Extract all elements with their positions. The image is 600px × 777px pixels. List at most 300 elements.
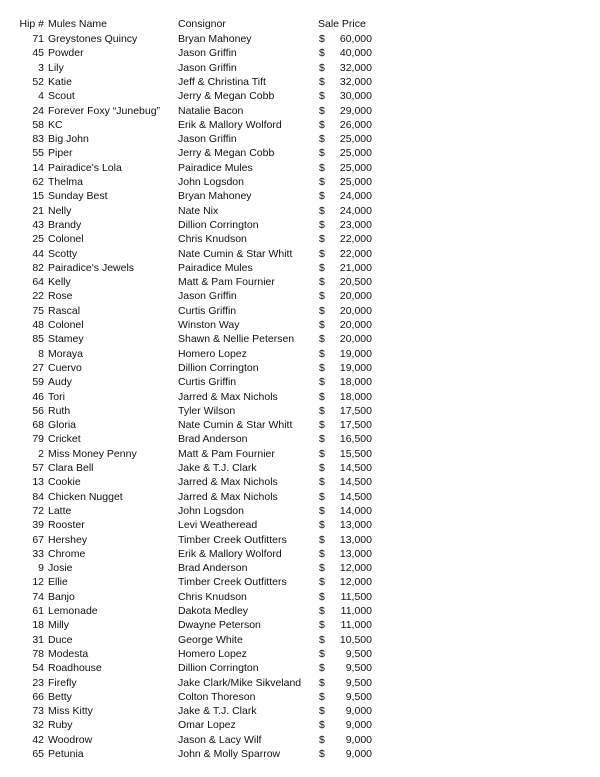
consignor-cell: Timber Creek Outfitters — [178, 533, 287, 546]
sale-price-cell: 17,500 — [339, 419, 372, 432]
table-row — [0, 304, 600, 318]
mule-name-cell: Brandy — [48, 218, 82, 231]
sale-price-cell: 13,000 — [339, 533, 372, 546]
sale-price-cell: 9,500 — [345, 690, 372, 703]
hip-cell: 45 — [32, 47, 44, 60]
sale-price-cell: 11,500 — [340, 590, 372, 603]
currency-symbol: $ — [319, 304, 325, 317]
mule-name-cell: Colonel — [48, 233, 84, 246]
table-row — [0, 690, 600, 704]
currency-symbol: $ — [319, 533, 325, 546]
consignor-cell: Omar Lopez — [178, 719, 236, 732]
sale-price-cell: 25,000 — [339, 176, 372, 188]
consignor-cell: Chris Knudson — [178, 590, 247, 603]
table-row — [0, 332, 600, 346]
table-header — [0, 17, 600, 31]
hip-cell: 74 — [32, 590, 44, 603]
table-row — [0, 32, 600, 46]
sale-price-cell: 22,000 — [339, 233, 372, 246]
currency-symbol: $ — [319, 176, 325, 188]
mule-name-cell: Petunia — [48, 748, 84, 760]
currency-symbol: $ — [319, 404, 325, 417]
sale-price-cell: 20,000 — [339, 319, 372, 331]
consignor-cell: Chris Knudson — [178, 233, 247, 246]
currency-symbol: $ — [319, 562, 325, 575]
mule-name-cell: Betty — [48, 690, 72, 703]
header-sale-price: Sale Price — [318, 18, 366, 30]
hip-cell: 61 — [32, 605, 44, 617]
table-row — [0, 647, 600, 661]
consignor-cell: Jason Griffin — [178, 290, 237, 303]
hip-cell: 13 — [32, 476, 44, 489]
sale-price-cell: 19,000 — [339, 361, 372, 374]
mule-name-cell: Nelly — [48, 204, 72, 217]
hip-cell: 65 — [32, 748, 44, 760]
consignor-cell: Jerry & Megan Cobb — [178, 90, 275, 103]
mule-name-cell: Scotty — [48, 247, 78, 260]
table-row — [0, 247, 600, 261]
sale-price-cell: 24,000 — [339, 190, 372, 203]
hip-cell: 73 — [32, 705, 44, 718]
currency-symbol: $ — [319, 419, 325, 432]
hip-cell: 2 — [38, 447, 44, 460]
consignor-cell: Jerry & Megan Cobb — [178, 147, 275, 160]
table-row — [0, 204, 600, 218]
currency-symbol: $ — [319, 333, 325, 346]
mule-name-cell: Ruth — [48, 404, 71, 417]
sale-price-cell: 20,000 — [339, 333, 372, 346]
hip-cell: 85 — [32, 333, 44, 346]
consignor-cell: Shawn & Nellie Petersen — [178, 333, 295, 346]
consignor-cell: Pairadice Mules — [178, 161, 253, 174]
table-row — [0, 418, 600, 432]
mule-name-cell: Milly — [48, 619, 69, 632]
hip-cell: 8 — [38, 347, 44, 360]
hip-cell: 67 — [32, 533, 44, 546]
hip-cell: 75 — [32, 304, 44, 317]
table-row — [0, 46, 600, 60]
consignor-cell: Jarred & Max Nichols — [178, 390, 278, 403]
mule-name-cell: Greystones Quincy — [48, 33, 138, 45]
consignor-cell: Dwayne Peterson — [178, 619, 261, 632]
mule-name-cell: Kelly — [48, 276, 71, 289]
sale-price-cell: 30,000 — [339, 90, 372, 103]
currency-symbol: $ — [319, 376, 325, 389]
sale-price-cell: 10,500 — [339, 633, 372, 646]
table-row — [0, 146, 600, 160]
hip-cell: 59 — [32, 376, 44, 389]
sale-price-cell: 20,500 — [339, 276, 372, 289]
hip-cell: 71 — [32, 33, 44, 45]
mule-name-cell: Duce — [48, 633, 73, 646]
mule-name-cell: Cuervo — [48, 361, 82, 374]
table-row — [0, 104, 600, 118]
table-row — [0, 232, 600, 246]
consignor-cell: Curtis Griffin — [178, 304, 237, 317]
hip-cell: 22 — [32, 290, 44, 303]
table-row — [0, 89, 600, 103]
sale-price-cell: 25,000 — [339, 161, 372, 174]
hip-cell: 68 — [32, 419, 44, 432]
mule-name-cell: Colonel — [48, 319, 84, 331]
table-row — [0, 404, 600, 418]
currency-symbol: $ — [319, 247, 325, 260]
hip-cell: 78 — [32, 647, 44, 660]
table-row — [0, 490, 600, 504]
currency-symbol: $ — [319, 290, 325, 303]
mule-name-cell: Powder — [48, 47, 84, 60]
consignor-cell: Jason Griffin — [178, 133, 237, 146]
mule-name-cell: Miss Money Penny — [48, 447, 137, 460]
consignor-cell: Natalie Bacon — [178, 104, 244, 117]
sale-price-cell: 14,000 — [339, 504, 372, 517]
currency-symbol: $ — [319, 233, 325, 246]
sale-price-cell: 15,500 — [339, 447, 372, 460]
currency-symbol: $ — [319, 662, 325, 675]
table-row — [0, 704, 600, 718]
table-row — [0, 575, 600, 589]
consignor-cell: Erik & Mallory Wolford — [178, 547, 282, 560]
consignor-cell: Dillion Corrington — [178, 361, 259, 374]
sale-price-cell: 12,000 — [339, 562, 372, 575]
sale-price-cell: 18,000 — [339, 390, 372, 403]
consignor-cell: Tyler Wilson — [178, 404, 236, 417]
consignor-cell: Nate Nix — [178, 204, 219, 217]
mule-name-cell: Modesta — [48, 647, 89, 660]
consignor-cell: Winston Way — [178, 319, 240, 331]
consignor-cell: Jarred & Max Nichols — [178, 476, 278, 489]
hip-cell: 52 — [32, 75, 44, 88]
table-row — [0, 361, 600, 375]
currency-symbol: $ — [319, 705, 325, 718]
consignor-cell: Jeff & Christina Tift — [178, 75, 266, 88]
mule-name-cell: Cricket — [48, 433, 81, 446]
sale-price-cell: 17,500 — [339, 404, 372, 417]
hip-cell: 18 — [32, 619, 44, 632]
consignor-cell: Dakota Medley — [178, 605, 249, 617]
table-row — [0, 161, 600, 175]
mule-name-cell: Pairadice's Lola — [48, 161, 122, 174]
consignor-cell: Erik & Mallory Wolford — [178, 118, 282, 131]
mule-name-cell: Josie — [48, 562, 73, 575]
hip-cell: 15 — [32, 190, 44, 203]
currency-symbol: $ — [319, 61, 325, 74]
consignor-cell: Matt & Pam Fournier — [178, 447, 275, 460]
hip-cell: 82 — [32, 261, 44, 274]
currency-symbol: $ — [319, 519, 325, 532]
table-row — [0, 461, 600, 475]
currency-symbol: $ — [319, 590, 325, 603]
table-row — [0, 747, 600, 761]
currency-symbol: $ — [319, 619, 325, 632]
table-row — [0, 375, 600, 389]
mule-name-cell: Rascal — [48, 304, 81, 317]
hip-cell: 12 — [32, 576, 44, 589]
sale-price-cell: 23,000 — [339, 218, 372, 231]
sale-price-cell: 9,500 — [345, 647, 372, 660]
table-row — [0, 175, 600, 189]
hip-cell: 46 — [32, 390, 44, 403]
table-row — [0, 347, 600, 361]
consignor-cell: John Logsdon — [178, 504, 244, 517]
table-row — [0, 189, 600, 203]
consignor-cell: Bryan Mahoney — [178, 33, 252, 45]
hip-cell: 83 — [32, 133, 44, 146]
currency-symbol: $ — [319, 47, 325, 60]
consignor-cell: George White — [178, 633, 243, 646]
consignor-cell: Nate Cumin & Star Whitt — [178, 419, 293, 432]
sale-price-cell: 22,000 — [339, 247, 372, 260]
consignor-cell: Jake & T.J. Clark — [178, 462, 257, 474]
sale-price-cell: 12,000 — [339, 576, 372, 589]
mule-name-cell: Clara Bell — [48, 462, 94, 474]
mule-name-cell: Latte — [48, 504, 72, 517]
sale-price-cell: 13,000 — [339, 547, 372, 560]
header-hip: Hip # — [19, 18, 44, 30]
mule-name-cell: Lily — [48, 61, 64, 74]
hip-cell: 55 — [32, 147, 44, 160]
hip-cell: 14 — [32, 161, 44, 174]
mule-name-cell: Rose — [48, 290, 73, 303]
consignor-cell: Timber Creek Outfitters — [178, 576, 287, 589]
mule-name-cell: Chrome — [48, 547, 86, 560]
consignor-cell: Colton Thoreson — [178, 690, 256, 703]
currency-symbol: $ — [319, 161, 325, 174]
currency-symbol: $ — [319, 118, 325, 131]
table-row — [0, 718, 600, 732]
header-mule-name: Mules Name — [48, 18, 107, 30]
currency-symbol: $ — [319, 447, 325, 460]
consignor-cell: Jason & Lacy Wilf — [178, 733, 262, 746]
consignor-cell: Matt & Pam Fournier — [178, 276, 275, 289]
hip-cell: 72 — [32, 504, 44, 517]
mule-name-cell: Stamey — [48, 333, 84, 346]
consignor-cell: John Logsdon — [178, 176, 244, 188]
hip-cell: 57 — [32, 462, 44, 474]
currency-symbol: $ — [319, 476, 325, 489]
currency-symbol: $ — [319, 547, 325, 560]
currency-symbol: $ — [319, 276, 325, 289]
header-consignor: Consignor — [178, 18, 226, 30]
hip-cell: 9 — [38, 562, 44, 575]
table-row — [0, 390, 600, 404]
table-row — [0, 318, 600, 332]
mule-name-cell: Cookie — [48, 476, 81, 489]
table-row — [0, 733, 600, 747]
sale-price-cell: 14,500 — [339, 490, 372, 503]
table-row — [0, 618, 600, 632]
currency-symbol: $ — [319, 719, 325, 732]
table-row — [0, 604, 600, 618]
currency-symbol: $ — [319, 676, 325, 689]
sale-price-cell: 11,000 — [340, 619, 372, 632]
sale-price-cell: 16,500 — [339, 433, 372, 446]
mule-name-cell: Piper — [48, 147, 73, 160]
sale-price-cell: 18,000 — [339, 376, 372, 389]
sale-price-cell: 19,000 — [339, 347, 372, 360]
mule-name-cell: Moraya — [48, 347, 84, 360]
hip-cell: 24 — [32, 104, 44, 117]
hip-cell: 3 — [38, 61, 44, 74]
sale-price-cell: 9,000 — [345, 733, 372, 746]
table-row — [0, 633, 600, 647]
mule-name-cell: Rooster — [48, 519, 85, 532]
table-row — [0, 75, 600, 89]
hip-cell: 56 — [32, 404, 44, 417]
consignor-cell: Dillion Corrington — [178, 218, 259, 231]
sale-price-cell: 11,000 — [340, 605, 372, 617]
consignor-cell: Homero Lopez — [178, 347, 247, 360]
sale-price-cell: 60,000 — [339, 33, 372, 45]
sale-price-cell: 25,000 — [339, 133, 372, 146]
mule-name-cell: Audy — [48, 376, 72, 389]
hip-cell: 58 — [32, 118, 44, 131]
currency-symbol: $ — [319, 147, 325, 160]
hip-cell: 43 — [32, 218, 44, 231]
mule-name-cell: Forever Foxy “Junebug” — [48, 104, 161, 117]
consignor-cell: John & Molly Sparrow — [178, 748, 281, 760]
currency-symbol: $ — [319, 462, 325, 474]
consignor-cell: Nate Cumin & Star Whitt — [178, 247, 293, 260]
currency-symbol: $ — [319, 390, 325, 403]
hip-cell: 31 — [32, 633, 44, 646]
sale-price-cell: 9,000 — [345, 748, 372, 760]
hip-cell: 25 — [32, 233, 44, 246]
consignor-cell: Jarred & Max Nichols — [178, 490, 278, 503]
mule-name-cell: Pairadice's Jewels — [48, 261, 135, 274]
mule-name-cell: Scout — [48, 90, 75, 103]
hip-cell: 23 — [32, 676, 44, 689]
sale-price-cell: 32,000 — [339, 75, 372, 88]
currency-symbol: $ — [319, 133, 325, 146]
consignor-cell: Brad Anderson — [178, 562, 248, 575]
consignor-cell: Brad Anderson — [178, 433, 248, 446]
currency-symbol: $ — [319, 33, 325, 45]
sale-price-cell: 29,000 — [339, 104, 372, 117]
currency-symbol: $ — [319, 733, 325, 746]
hip-cell: 33 — [32, 547, 44, 560]
sale-price-cell: 9,000 — [345, 719, 372, 732]
table-row — [0, 61, 600, 75]
consignor-cell: Jason Griffin — [178, 61, 237, 74]
table-row — [0, 475, 600, 489]
consignor-cell: Jake & T.J. Clark — [178, 705, 257, 718]
consignor-cell: Bryan Mahoney — [178, 190, 252, 203]
mule-name-cell: Tori — [48, 390, 65, 403]
currency-symbol: $ — [319, 647, 325, 660]
table-row — [0, 590, 600, 604]
sale-price-cell: 9,500 — [345, 662, 372, 675]
table-row — [0, 118, 600, 132]
currency-symbol: $ — [319, 347, 325, 360]
sale-price-cell: 40,000 — [339, 47, 372, 60]
table-row — [0, 676, 600, 690]
mule-name-cell: Miss Kitty — [48, 705, 93, 718]
hip-cell: 62 — [32, 176, 44, 188]
currency-symbol: $ — [319, 504, 325, 517]
hip-cell: 21 — [32, 204, 44, 217]
table-row — [0, 561, 600, 575]
hip-cell: 64 — [32, 276, 44, 289]
mule-name-cell: Big John — [48, 133, 89, 146]
consignor-cell: Dillion Corrington — [178, 662, 259, 675]
mule-name-cell: Gloria — [48, 419, 77, 432]
currency-symbol: $ — [319, 190, 325, 203]
hip-cell: 39 — [32, 519, 44, 532]
currency-symbol: $ — [319, 261, 325, 274]
mule-name-cell: Chicken Nugget — [48, 490, 123, 503]
table-row — [0, 533, 600, 547]
sale-price-cell: 25,000 — [339, 147, 372, 160]
sale-price-cell: 14,500 — [339, 462, 372, 474]
mule-name-cell: Ellie — [48, 576, 68, 589]
consignor-cell: Pairadice Mules — [178, 261, 253, 274]
hip-cell: 4 — [38, 90, 44, 103]
currency-symbol: $ — [319, 576, 325, 589]
currency-symbol: $ — [319, 633, 325, 646]
table-row — [0, 261, 600, 275]
mule-name-cell: Ruby — [48, 719, 73, 732]
sale-price-cell: 24,000 — [339, 204, 372, 217]
consignor-cell: Jason Griffin — [178, 47, 237, 60]
hip-cell: 66 — [32, 690, 44, 703]
sale-price-cell: 26,000 — [339, 118, 372, 131]
consignor-cell: Homero Lopez — [178, 647, 247, 660]
hip-cell: 44 — [32, 247, 44, 260]
currency-symbol: $ — [319, 218, 325, 231]
table-row — [0, 132, 600, 146]
currency-symbol: $ — [319, 319, 325, 331]
sale-price-cell: 14,500 — [339, 476, 372, 489]
hip-cell: 84 — [32, 490, 44, 503]
sale-price-cell: 21,000 — [339, 261, 372, 274]
currency-symbol: $ — [319, 490, 325, 503]
currency-symbol: $ — [319, 204, 325, 217]
table-row — [0, 218, 600, 232]
mule-name-cell: Banjo — [48, 590, 75, 603]
consignor-cell: Levi Weatheread — [178, 519, 258, 532]
mule-name-cell: KC — [48, 118, 63, 131]
table-row — [0, 275, 600, 289]
table-row — [0, 447, 600, 461]
mule-name-cell: Sunday Best — [48, 190, 108, 203]
hip-cell: 27 — [32, 361, 44, 374]
currency-symbol: $ — [319, 104, 325, 117]
sale-price-cell: 20,000 — [339, 304, 372, 317]
currency-symbol: $ — [319, 90, 325, 103]
currency-symbol: $ — [319, 75, 325, 88]
mule-name-cell: Thelma — [48, 176, 84, 188]
table-row — [0, 432, 600, 446]
sale-price-cell: 9,500 — [345, 676, 372, 689]
table-row — [0, 504, 600, 518]
consignor-cell: Curtis Griffin — [178, 376, 237, 389]
currency-symbol: $ — [319, 690, 325, 703]
mule-name-cell: Woodrow — [48, 733, 93, 746]
hip-cell: 32 — [32, 719, 44, 732]
sale-price-cell: 32,000 — [339, 61, 372, 74]
mule-name-cell: Hershey — [48, 533, 88, 546]
currency-symbol: $ — [319, 748, 325, 760]
mule-name-cell: Lemonade — [48, 605, 98, 617]
sale-price-cell: 13,000 — [339, 519, 372, 532]
hip-cell: 48 — [32, 319, 44, 331]
hip-cell: 54 — [32, 662, 44, 675]
table-row — [0, 547, 600, 561]
currency-symbol: $ — [319, 361, 325, 374]
sale-price-cell: 9,000 — [345, 705, 372, 718]
mule-name-cell: Firefly — [48, 676, 77, 689]
